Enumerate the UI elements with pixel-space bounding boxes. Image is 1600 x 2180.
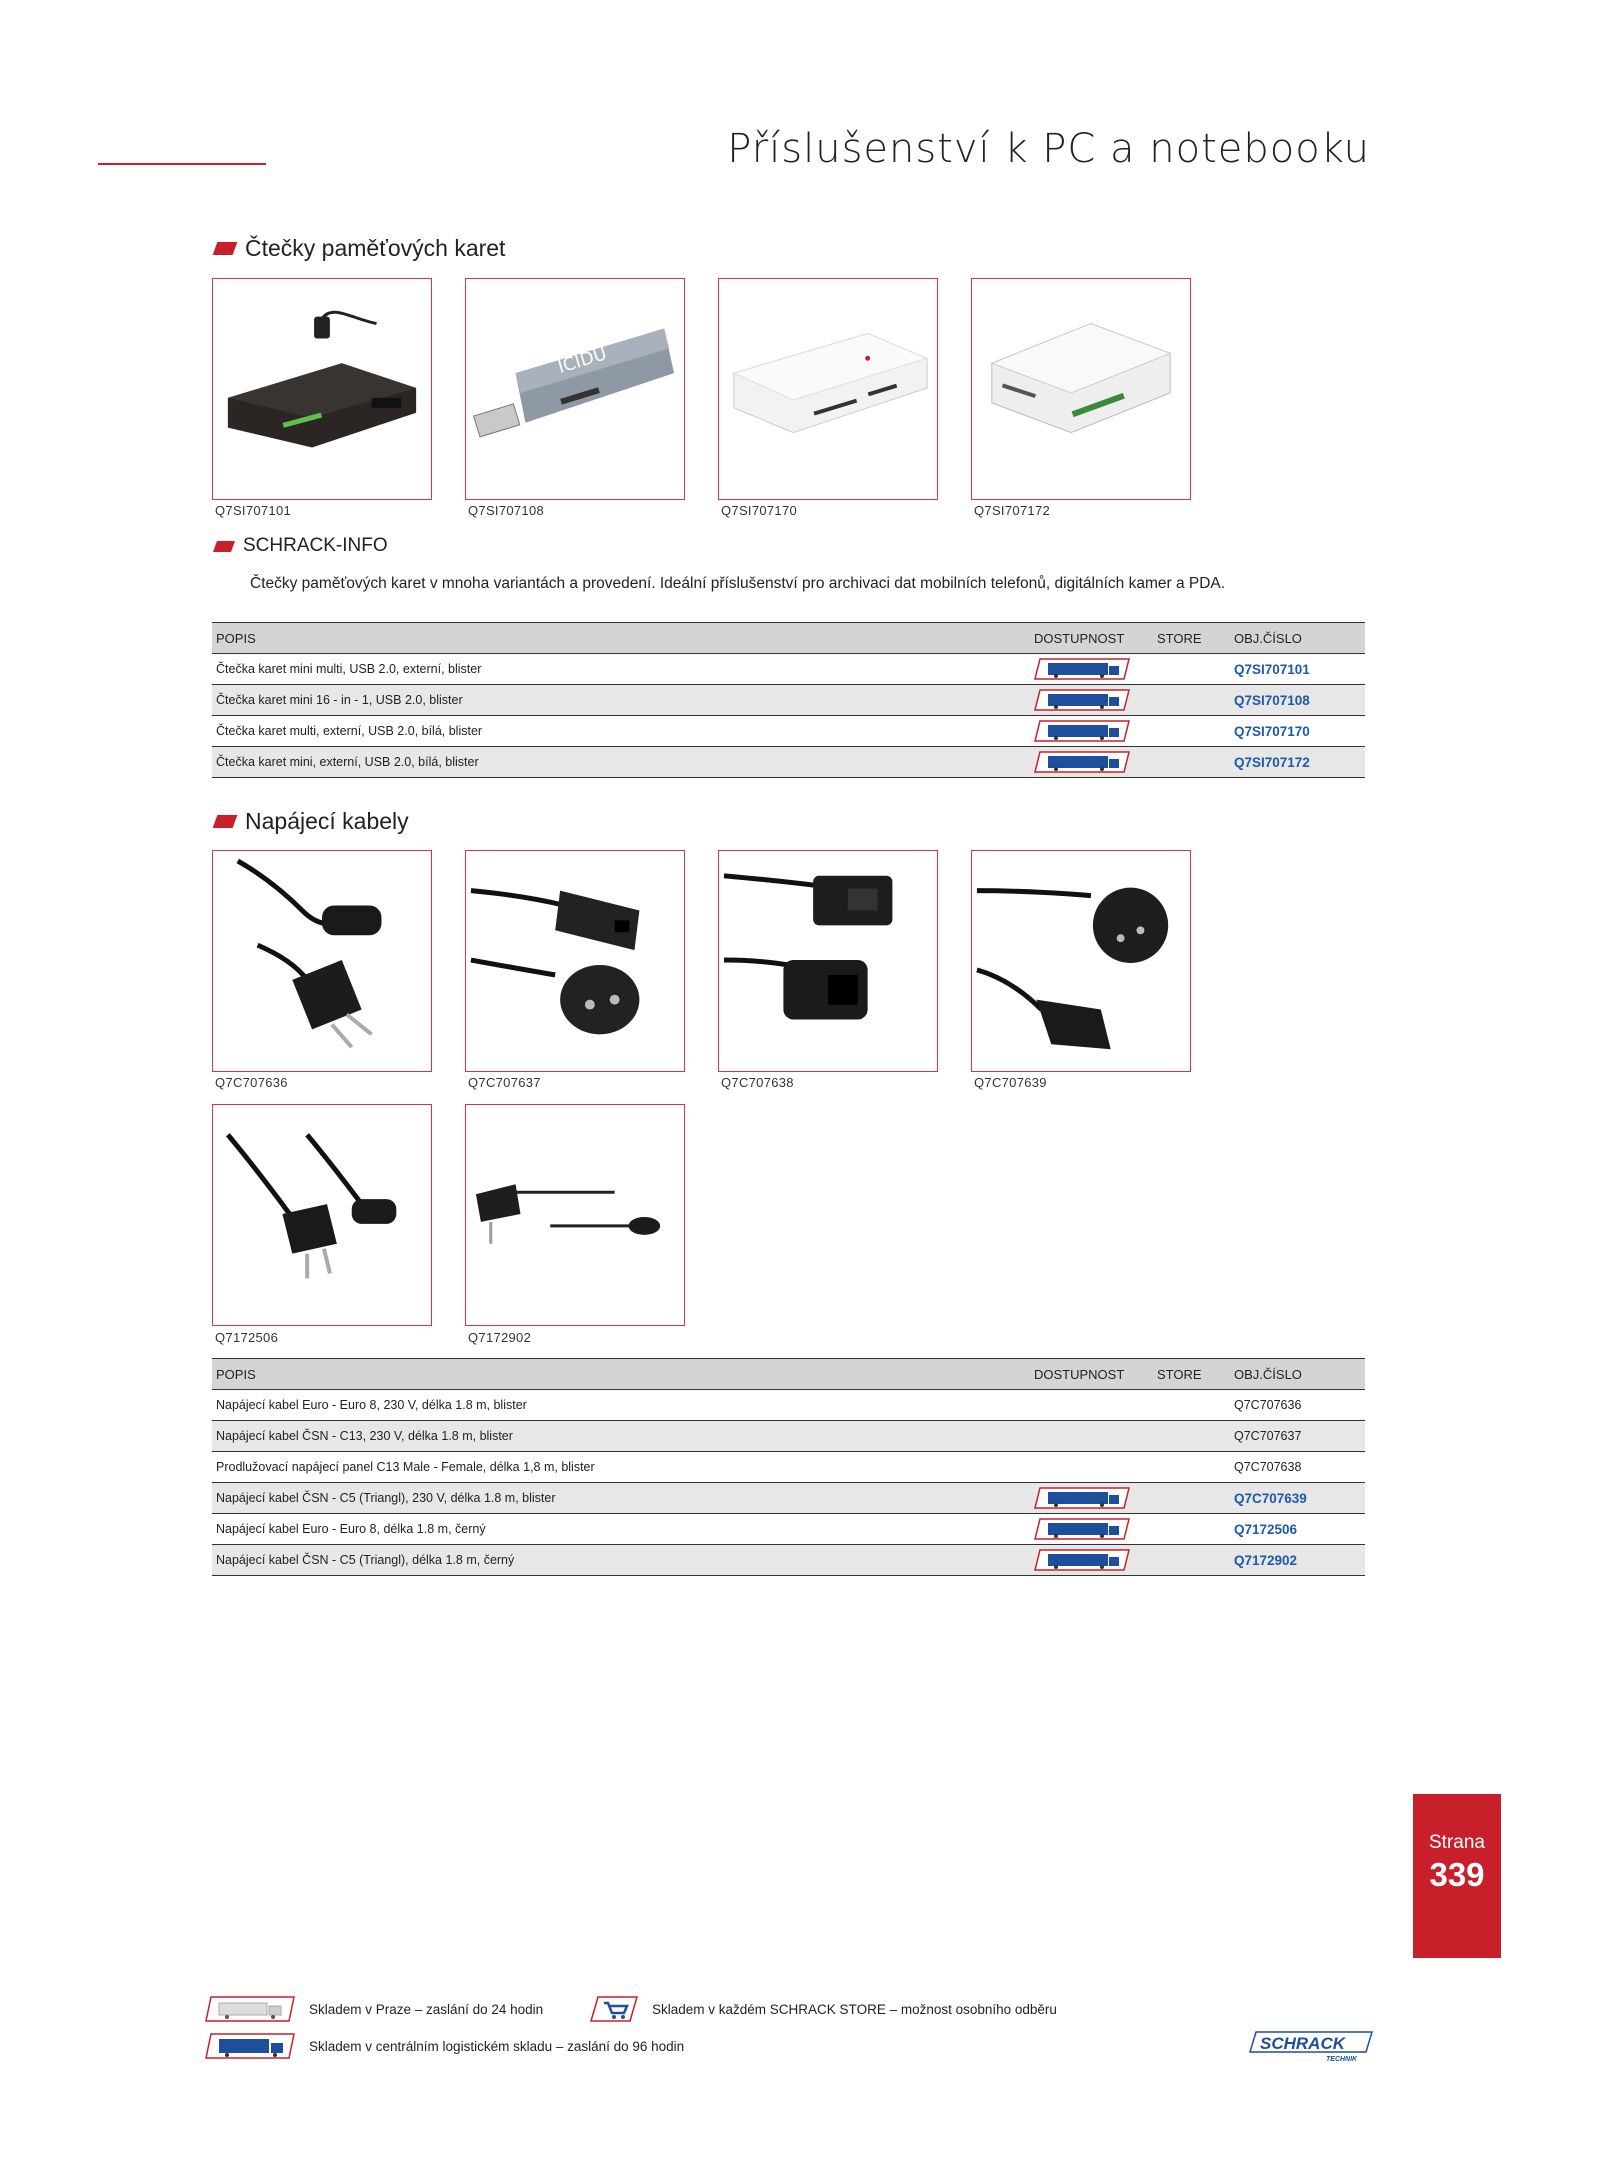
row-description: Čtečka karet mini multi, USB 2.0, externí, blister xyxy=(212,654,1030,685)
csn-c5-cable-image xyxy=(971,850,1191,1072)
legend-prague-text: Skladem v Praze – zaslání do 24 hodin xyxy=(309,2001,544,2017)
order-code[interactable]: Q7SI707170 xyxy=(1230,716,1365,747)
availability-cell xyxy=(1030,1483,1153,1514)
availability-cell xyxy=(1030,685,1153,716)
euro8-cable-image xyxy=(212,850,432,1072)
section-heading-card-readers xyxy=(215,235,505,262)
store-cell xyxy=(1153,1390,1230,1421)
order-code[interactable]: Q7SI707108 xyxy=(1230,685,1365,716)
table-row xyxy=(212,1452,1365,1483)
central-stock-truck-icon xyxy=(1034,658,1130,680)
euro8-black-cable-image xyxy=(212,1104,432,1326)
schrack-info-label: SCHRACK-INFO xyxy=(243,535,388,556)
legend-central xyxy=(205,2033,684,2059)
store-cell xyxy=(1153,747,1230,778)
row-description: Prodlužovací napájecí panel C13 Male - Female, délka 1,8 m, blister xyxy=(212,1452,1030,1483)
section-heading-power-cables xyxy=(215,808,409,835)
tile-code: Q7C707638 xyxy=(721,1075,794,1090)
order-code[interactable]: Q7SI707172 xyxy=(1230,747,1365,778)
central-stock-truck-icon xyxy=(1034,751,1130,773)
table-row xyxy=(212,1421,1365,1452)
table-row xyxy=(212,716,1365,747)
central-stock-truck-icon xyxy=(1034,1518,1130,1540)
section-heading-label: Napájecí kabely xyxy=(245,808,409,834)
availability-cell xyxy=(1030,716,1153,747)
order-code[interactable]: Q7172902 xyxy=(1230,1545,1365,1576)
table-header-row xyxy=(212,623,1365,654)
col-header-store: STORE xyxy=(1153,1359,1230,1390)
tile-code: Q7C707639 xyxy=(974,1075,1047,1090)
section-marker-icon xyxy=(213,242,238,255)
table-row xyxy=(212,1390,1365,1421)
legend-central-text: Skladem v centrálním logistickém skladu – zaslání do 96 hodin xyxy=(309,2038,685,2054)
row-description: Napájecí kabel Euro - Euro 8, 230 V, délka 1.8 m, blister xyxy=(212,1390,1030,1421)
schrack-info-heading xyxy=(215,535,388,557)
order-code[interactable]: Q7172506 xyxy=(1230,1514,1365,1545)
section-heading-label: Čtečky paměťových karet xyxy=(245,235,506,261)
tile-code: Q7SI707170 xyxy=(721,503,798,518)
availability-cell xyxy=(1030,747,1153,778)
col-header-cislo: OBJ.ČÍSLO xyxy=(1230,623,1365,654)
order-code[interactable]: Q7C707636 xyxy=(1230,1390,1365,1421)
svg-text:ICIDU: ICIDU xyxy=(555,343,610,378)
tile-code: Q7172902 xyxy=(468,1330,532,1345)
col-header-store: STORE xyxy=(1153,623,1230,654)
page-tab-label: Strana xyxy=(1429,1832,1485,1853)
page-number: 339 xyxy=(1429,1856,1485,1893)
availability-cell xyxy=(1030,1514,1153,1545)
store-cell xyxy=(1153,1545,1230,1576)
card-readers-table xyxy=(212,622,1365,778)
order-code[interactable]: Q7C707637 xyxy=(1230,1421,1365,1452)
csn-c5-black-cable-image xyxy=(465,1104,685,1326)
row-description: Čtečka karet mini, externí, USB 2.0, bílá, blister xyxy=(212,747,1030,778)
order-code[interactable]: Q7C707638 xyxy=(1230,1452,1365,1483)
shopping-cart-icon xyxy=(590,1996,638,2022)
central-stock-truck-icon xyxy=(1034,720,1130,742)
tile-code: Q7C707637 xyxy=(468,1075,541,1090)
store-cell xyxy=(1153,1421,1230,1452)
central-stock-truck-icon xyxy=(1034,1487,1130,1509)
order-code[interactable]: Q7C707639 xyxy=(1230,1483,1365,1514)
header-rule xyxy=(98,163,266,165)
page-title: Příslušenství k PC a notebooku xyxy=(727,126,1370,172)
store-cell xyxy=(1153,1452,1230,1483)
row-description: Čtečka karet multi, externí, USB 2.0, bílá, blister xyxy=(212,716,1030,747)
page-number-tab xyxy=(1413,1794,1501,1958)
availability-cell xyxy=(1030,1545,1153,1576)
c13-extension-cable-image xyxy=(718,850,938,1072)
table-row xyxy=(212,654,1365,685)
table-row xyxy=(212,685,1365,716)
central-stock-truck-icon xyxy=(1034,1549,1130,1571)
col-header-dostupnost: DOSTUPNOST xyxy=(1030,1359,1153,1390)
legend-store-text: Skladem v každém SCHRACK STORE – možnost osobního odběru xyxy=(652,2001,1057,2017)
store-cell xyxy=(1153,1483,1230,1514)
store-cell xyxy=(1153,716,1230,747)
col-header-popis: POPIS xyxy=(212,623,1030,654)
tile-code: Q7SI707108 xyxy=(468,503,545,518)
logo-text: SCHRACK xyxy=(1260,2034,1345,2053)
row-description: Napájecí kabel ČSN - C5 (Triangl), 230 V, délka 1.8 m, blister xyxy=(212,1483,1030,1514)
col-header-dostupnost: DOSTUPNOST xyxy=(1030,623,1153,654)
white-card-reader-image xyxy=(718,278,938,500)
row-description: Čtečka karet mini 16 - in - 1, USB 2.0, blister xyxy=(212,685,1030,716)
availability-cell xyxy=(1030,1452,1153,1483)
csn-c13-cable-image xyxy=(465,850,685,1072)
table-header-row xyxy=(212,1359,1365,1390)
prague-stock-truck-icon xyxy=(205,1996,295,2022)
table-row xyxy=(212,1545,1365,1576)
store-cell xyxy=(1153,654,1230,685)
legend-store xyxy=(590,1996,1057,2022)
schrack-info-text: Čtečky paměťových karet v mnoha variantách a provedení. Ideální příslušenství pro archivaci dat mobilních telefonů, digitálních kamer a PDA. xyxy=(250,575,1226,592)
tile-code: Q7172506 xyxy=(215,1330,279,1345)
store-cell xyxy=(1153,685,1230,716)
white-square-card-reader-image xyxy=(971,278,1191,500)
tile-code: Q7SI707172 xyxy=(974,503,1051,518)
black-card-reader-image xyxy=(212,278,432,500)
row-description: Napájecí kabel Euro - Euro 8, délka 1.8 m, černý xyxy=(212,1514,1030,1545)
availability-cell xyxy=(1030,1421,1153,1452)
tile-code: Q7SI707101 xyxy=(215,503,292,518)
col-header-cislo: OBJ.ČÍSLO xyxy=(1230,1359,1365,1390)
table-row xyxy=(212,1483,1365,1514)
row-description: Napájecí kabel ČSN - C5 (Triangl), délka 1.8 m, černý xyxy=(212,1545,1030,1576)
schrack-logo xyxy=(1248,2030,1373,2064)
store-cell xyxy=(1153,1514,1230,1545)
table-row xyxy=(212,1514,1365,1545)
availability-cell xyxy=(1030,654,1153,685)
section-marker-icon xyxy=(213,815,238,828)
order-code[interactable]: Q7SI707101 xyxy=(1230,654,1365,685)
table-row xyxy=(212,747,1365,778)
section-marker-icon xyxy=(213,541,235,552)
power-cables-table xyxy=(212,1358,1365,1576)
legend-prague xyxy=(205,1996,543,2022)
logo-subtext: TECHNIK xyxy=(1326,2056,1358,2063)
usb-stick-card-reader-image xyxy=(465,278,685,500)
col-header-popis: POPIS xyxy=(212,1359,1030,1390)
availability-cell xyxy=(1030,1390,1153,1421)
tile-code: Q7C707636 xyxy=(215,1075,288,1090)
row-description: Napájecí kabel ČSN - C13, 230 V, délka 1.8 m, blister xyxy=(212,1421,1030,1452)
central-stock-truck-icon xyxy=(205,2033,295,2059)
central-stock-truck-icon xyxy=(1034,689,1130,711)
